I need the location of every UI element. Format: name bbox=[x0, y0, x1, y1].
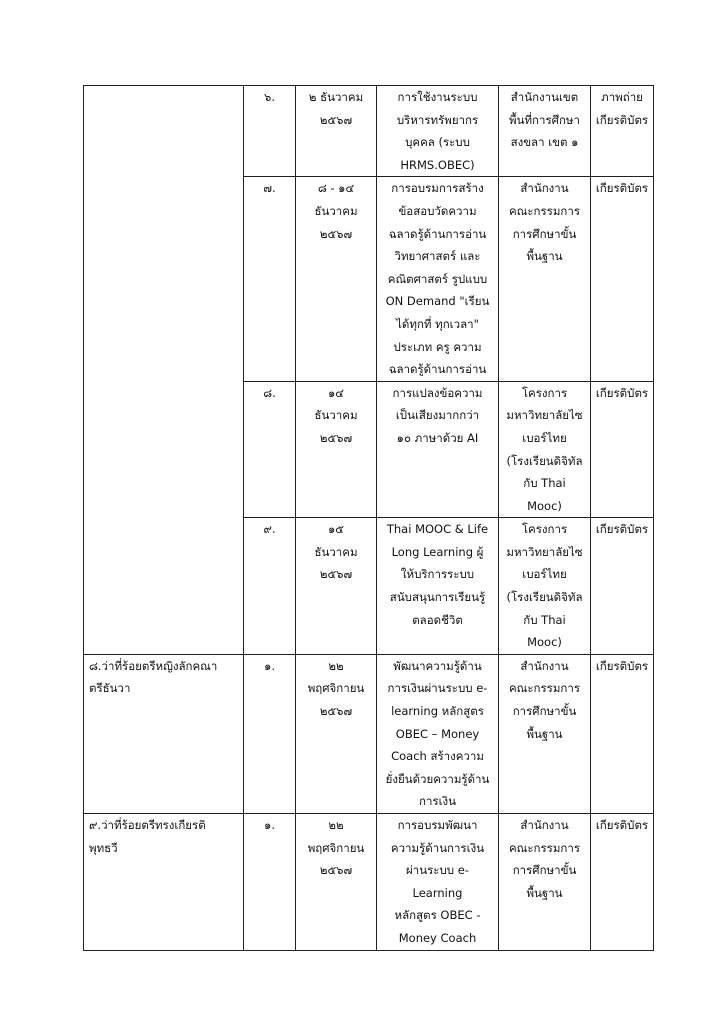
cell-text-line: ๑๕ bbox=[327, 522, 344, 537]
cell-text-line: คณะกรรมการ bbox=[508, 203, 581, 218]
cell-text-line: ความรู้ด้านการเงิน bbox=[390, 840, 485, 855]
cell-text-line: ๒๒ bbox=[328, 818, 344, 832]
cell-text-line: สงขลา เขต ๑ bbox=[510, 135, 579, 150]
cell-text-line: บุคคล (ระบบ bbox=[405, 135, 470, 150]
cell-text-line: สำนักงาน bbox=[520, 181, 569, 196]
cell-text-line: ๒๕๖๗ bbox=[319, 863, 353, 878]
evidence-cell bbox=[591, 814, 654, 951]
cell-text-line: ๙. bbox=[263, 522, 276, 537]
person-name-cell bbox=[84, 814, 244, 951]
cell-text-line: ตลอดชีวิต bbox=[412, 612, 463, 627]
cell-text-line: (โรงเรียนดิจิทัล bbox=[506, 590, 583, 605]
cell-text-line: ธันวาคม bbox=[314, 408, 358, 423]
training-records-table bbox=[83, 85, 654, 951]
cell-text-line: พฤศจิกายน bbox=[307, 840, 365, 855]
cell-text-line: การศึกษาขั้น bbox=[512, 704, 577, 719]
item-number-cell bbox=[244, 654, 296, 813]
cell-text-line: เกียรติบัตร bbox=[595, 181, 649, 196]
topic-cell bbox=[377, 814, 499, 951]
organizer-cell bbox=[499, 518, 591, 655]
topic-cell bbox=[377, 381, 499, 518]
cell-text-line: พฤศจิกายน bbox=[307, 681, 365, 696]
topic-cell bbox=[377, 654, 499, 813]
date-cell bbox=[296, 86, 377, 177]
cell-text-line: ๘. bbox=[263, 385, 276, 400]
cell-text-line: ฉลาดรู้ด้านการอ่าน bbox=[388, 362, 487, 377]
cell-text-line: Long Learning ผู้ bbox=[391, 544, 484, 559]
date-cell bbox=[296, 654, 377, 813]
cell-text-line: ๙.ว่าที่ร้อยตรีทรงเกียรติ bbox=[89, 818, 206, 832]
cell-text-line: สนับสนุนการเรียนรู้ bbox=[389, 590, 486, 605]
cell-text-line: ภาพถ่าย bbox=[601, 90, 643, 104]
cell-text-line: พื้นฐาน bbox=[526, 249, 563, 264]
cell-text-line: การเงินผ่านระบบ e- bbox=[387, 681, 488, 696]
cell-text-line: คณิตศาสตร์ รูปแบบ bbox=[387, 271, 488, 286]
cell-text-line: Mooc) bbox=[527, 635, 562, 650]
person-name-cell bbox=[84, 654, 244, 813]
item-number-cell bbox=[244, 86, 296, 177]
cell-text-line: ๑. bbox=[264, 658, 275, 673]
cell-text-line: บริหารทรัพยากร bbox=[396, 112, 479, 127]
cell-text-line: พุทธวี bbox=[89, 840, 118, 855]
cell-text-line: สำนักงาน bbox=[520, 658, 569, 673]
date-cell bbox=[296, 518, 377, 655]
cell-text-line: คณะกรรมการ bbox=[508, 681, 581, 696]
cell-text-line: ได้ทุกที่ ทุกเวลา" bbox=[396, 316, 479, 331]
cell-text-line: ๑๐ ภาษาด้วย AI bbox=[396, 430, 479, 445]
cell-text-line: ๖. bbox=[264, 90, 275, 104]
item-number-cell bbox=[244, 177, 296, 381]
cell-text-line: การแปลงข้อความ bbox=[392, 385, 483, 400]
cell-text-line: HRMS.OBEC) bbox=[400, 157, 475, 172]
cell-text-line: learning หลักสูตร bbox=[391, 704, 484, 719]
cell-text-line: ยั่งยืนด้วยความรู้ด้าน bbox=[385, 771, 490, 786]
cell-text-line: มหาวิทยาลัยไซ bbox=[506, 408, 583, 423]
cell-text-line: เกียรติบัตร bbox=[595, 522, 649, 537]
cell-text-line: เบอร์ไทย bbox=[522, 567, 567, 582]
cell-text-line: ๗. bbox=[263, 181, 276, 196]
person-name-cell bbox=[84, 86, 244, 655]
cell-text-line: สำนักงานเขต bbox=[510, 90, 579, 104]
cell-text-line: ให้บริการระบบ bbox=[400, 567, 475, 582]
cell-text-line: ธันวาคม bbox=[314, 544, 358, 559]
cell-text-line: การอบรมพัฒนา bbox=[397, 818, 478, 832]
cell-text-line: เกียรติบัตร bbox=[595, 112, 649, 127]
cell-text-line: ฉลาดรู้ด้านการอ่าน bbox=[388, 226, 487, 241]
cell-text-line: พื้นฐาน bbox=[526, 885, 563, 900]
cell-text-line: ประเภท ครู ความ bbox=[393, 339, 482, 354]
cell-text-line: การอบรมการสร้าง bbox=[391, 181, 484, 196]
cell-text-line: พื้นฐาน bbox=[526, 726, 563, 741]
cell-text-line: คณะกรรมการ bbox=[508, 840, 581, 855]
cell-text-line: Money Coach bbox=[398, 930, 477, 945]
evidence-cell bbox=[591, 381, 654, 518]
cell-text-line: การศึกษาขั้น bbox=[512, 863, 577, 878]
organizer-cell bbox=[499, 177, 591, 381]
table-body bbox=[84, 86, 654, 951]
evidence-cell bbox=[591, 86, 654, 177]
cell-text-line: เป็นเสียงมากกว่า bbox=[395, 408, 480, 423]
cell-text-line: เกียรติบัตร bbox=[595, 658, 649, 673]
cell-text-line: Coach สร้างความ bbox=[391, 749, 484, 764]
cell-text-line: ๒๕๖๗ bbox=[319, 704, 353, 719]
organizer-cell bbox=[499, 86, 591, 177]
topic-cell bbox=[377, 518, 499, 655]
cell-text-line: ข้อสอบวัดความ bbox=[398, 203, 477, 218]
evidence-cell bbox=[591, 518, 654, 655]
cell-text-line: Learning bbox=[412, 885, 463, 900]
cell-text-line: ๒๕๖๗ bbox=[319, 226, 353, 241]
item-number-cell bbox=[244, 518, 296, 655]
cell-text-line: ธันวาคม bbox=[314, 203, 358, 218]
item-number-cell bbox=[244, 814, 296, 951]
table-row bbox=[84, 814, 654, 951]
cell-text-line: เบอร์ไทย bbox=[522, 430, 567, 445]
cell-text-line: หลักสูตร OBEC - bbox=[394, 908, 481, 923]
organizer-cell bbox=[499, 654, 591, 813]
cell-text-line: OBEC – Money bbox=[395, 726, 480, 741]
cell-text-line: (โรงเรียนดิจิทัล bbox=[506, 453, 583, 468]
cell-text-line: ๒๕๖๗ bbox=[319, 430, 353, 445]
cell-text-line: การเงิน bbox=[418, 794, 456, 809]
cell-text-line: ๑. bbox=[264, 818, 275, 832]
cell-text-line: วิทยาศาสตร์ และ bbox=[394, 249, 481, 264]
table-row bbox=[84, 86, 654, 177]
date-cell bbox=[296, 381, 377, 518]
organizer-cell bbox=[499, 381, 591, 518]
cell-text-line: ๒ ธันวาคม bbox=[308, 90, 364, 104]
cell-text-line: Thai MOOC & Life bbox=[386, 522, 489, 537]
evidence-cell bbox=[591, 177, 654, 381]
evidence-cell bbox=[591, 654, 654, 813]
table-row bbox=[84, 654, 654, 813]
cell-text-line: ๒๕๖๗ bbox=[319, 567, 353, 582]
cell-text-line: พัฒนาความรู้ด้าน bbox=[393, 658, 482, 673]
cell-text-line: เกียรติบัตร bbox=[595, 818, 649, 832]
topic-cell bbox=[377, 86, 499, 177]
topic-cell bbox=[377, 177, 499, 381]
cell-text-line: พื้นที่การศึกษา bbox=[509, 112, 580, 127]
cell-text-line: ON Demand "เรียน bbox=[385, 294, 490, 309]
cell-text-line: โครงการ bbox=[521, 385, 568, 400]
cell-text-line: ๘.ว่าที่ร้อยตรีหญิงลักคณา bbox=[89, 658, 218, 673]
cell-text-line: การใช้งานระบบ bbox=[397, 90, 478, 104]
cell-text-line: ๘ - ๑๔ bbox=[317, 181, 355, 196]
cell-text-line: ๒๕๖๗ bbox=[319, 112, 353, 127]
cell-text-line: ๒๒ bbox=[328, 658, 344, 673]
cell-text-line: การศึกษาขั้น bbox=[512, 226, 577, 241]
cell-text-line: โครงการ bbox=[521, 522, 568, 537]
cell-text-line: มหาวิทยาลัยไซ bbox=[506, 544, 583, 559]
cell-text-line: ผ่านระบบ e- bbox=[406, 863, 469, 878]
item-number-cell bbox=[244, 381, 296, 518]
cell-text-line: กับ Thai bbox=[523, 612, 566, 627]
cell-text-line: ๑๔ bbox=[327, 385, 344, 400]
cell-text-line: กับ Thai bbox=[523, 476, 566, 491]
date-cell bbox=[296, 814, 377, 951]
cell-text-line: สำนักงาน bbox=[520, 818, 569, 832]
cell-text-line: ตรีธันวา bbox=[89, 681, 131, 696]
cell-text-line: เกียรติบัตร bbox=[595, 385, 649, 400]
cell-text-line: Mooc) bbox=[527, 498, 562, 513]
organizer-cell bbox=[499, 814, 591, 951]
date-cell bbox=[296, 177, 377, 381]
